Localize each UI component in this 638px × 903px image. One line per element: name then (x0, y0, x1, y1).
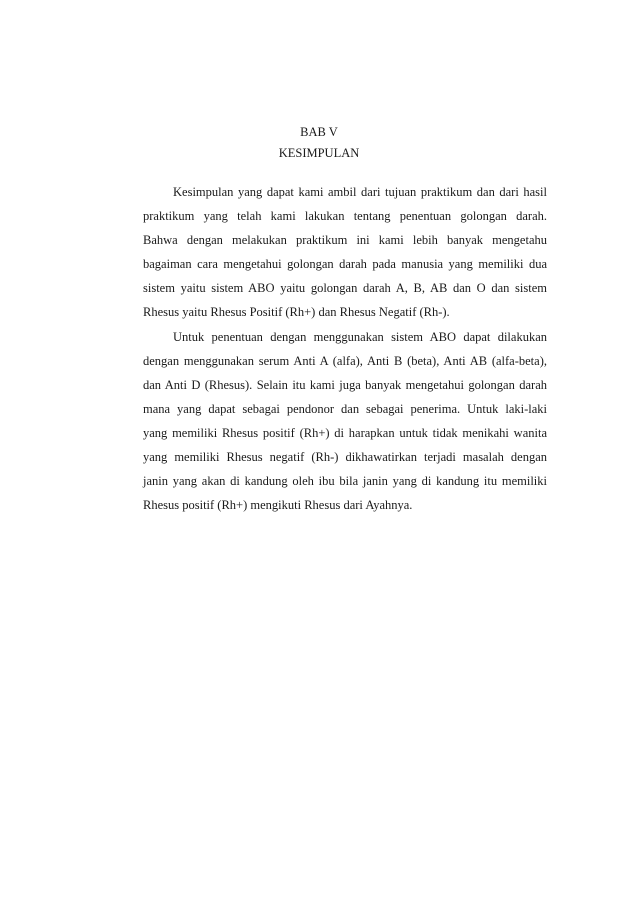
paragraph (143, 329, 547, 522)
paragraph (143, 184, 547, 329)
text-line: janin yang akan di kandung oleh ibu bila janin yang di kandung itu memiliki (143, 474, 547, 489)
document-body (143, 184, 547, 521)
text-line: praktikum yang telah kami lakukan tentang penentuan golongan darah. (143, 209, 547, 224)
text-line: Untuk penentuan dengan menggunakan sistem ABO dapat dilakukan (173, 329, 547, 344)
text-line: Bahwa dengan melakukan praktikum ini kami lebih banyak mengetahu (143, 233, 547, 248)
text-line: Kesimpulan yang dapat kami ambil dari tujuan praktikum dan dari hasil (173, 185, 547, 199)
text-line: Rhesus positif (Rh+) mengikuti Rhesus dari Ayahnya. (143, 498, 413, 513)
text-line: dengan menggunakan serum Anti A (alfa), Anti B (beta), Anti AB (alfa-beta), (143, 353, 547, 368)
text-line: Rhesus yaitu Rhesus Positif (Rh+) dan Rhesus Negatif (Rh-). (143, 305, 450, 320)
text-line: yang memiliki Rhesus positif (Rh+) di harapkan untuk tidak menikahi wanita (143, 425, 547, 440)
chapter-title: KESIMPULAN (278, 146, 360, 160)
text-line: dan Anti D (Rhesus). Selain itu kami juga banyak mengetahui golongan darah (143, 377, 547, 392)
chapter-number: BAB V (300, 125, 338, 139)
text-line: mana yang dapat sebagai pendonor dan sebagai penerima. Untuk laki-laki (143, 401, 547, 416)
text-line: yang memiliki Rhesus negatif (Rh-) dikhawatirkan terjadi masalah dengan (143, 450, 547, 465)
text-line: sistem yaitu sistem ABO yaitu golongan darah A, B, AB dan O dan sistem (143, 281, 547, 296)
text-line: bagaiman cara mengetahui golongan darah pada manusia yang memiliki dua (143, 257, 547, 272)
